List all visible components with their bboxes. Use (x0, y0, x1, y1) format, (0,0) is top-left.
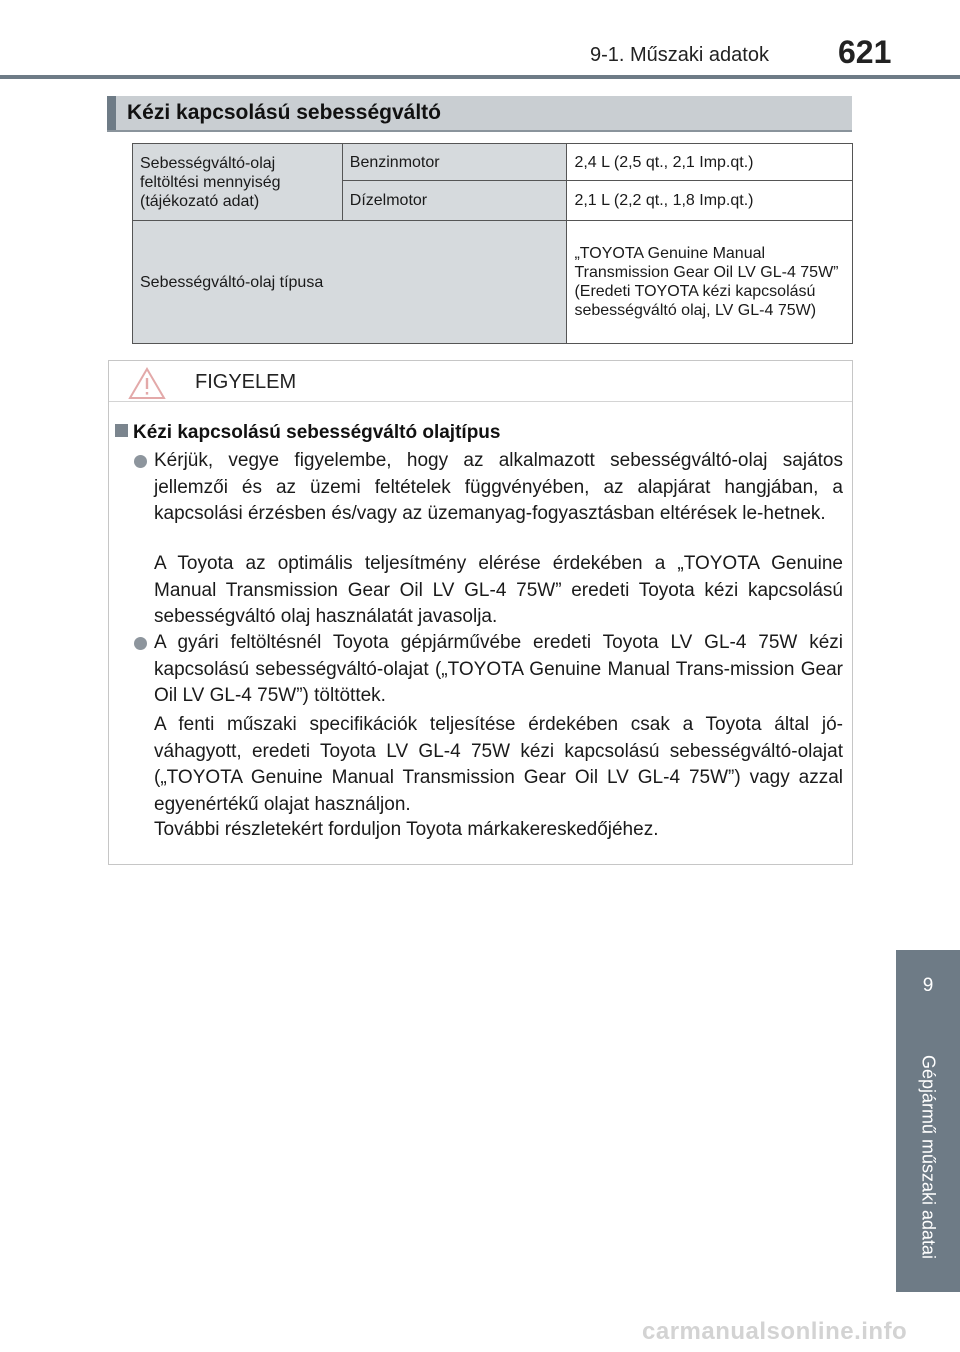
warning-bullet-text: Kérjük, vegye figyelembe, hogy az alkalmazott sebességváltó-olaj sajátos jellemzői és az üzemi feltételek függvényében, az alapjárat hangjában, a kapcsolási érzésben és/vagy az üzemanyag-fogyasztásban eltérések le-hetnek. (154, 450, 843, 524)
spec-table (132, 143, 853, 344)
oil-capacity-label: Sebességváltó-olaj feltöltési mennyiség (tájékozató adat) (133, 144, 343, 221)
petrol-engine-label: Benzinmotor (342, 144, 567, 181)
chapter-number: 9 (922, 975, 934, 996)
warning-subheading-text: Kézi kapcsolású sebességváltó olajtípus (133, 422, 501, 443)
chapter-tab-label (896, 1022, 960, 1292)
chapter-tab[interactable] (896, 950, 960, 1022)
section-heading (107, 96, 852, 132)
diesel-capacity-value: 2,1 L (2,2 qt., 1,8 Imp.qt.) (567, 181, 853, 221)
watermark: carmanualsonline.info (642, 1318, 908, 1345)
petrol-capacity-value: 2,4 L (2,5 qt., 2,1 Imp.qt.) (567, 144, 853, 181)
bullet-dot-icon (134, 455, 147, 468)
warning-paragraph: A fenti műszaki specifikációk teljesítése érdekében csak a Toyota által jó-váhagyott, eredeti Toyota LV GL-4 75W kézi kapcsolású sebességváltó-olajat („TOYOTA Genuine Manual Transmission Gear Oil LV GL-4 75W”) vagy azzal egyenértékű olajat használjon. (154, 714, 843, 815)
section-label: 9-1. Műszaki adatok (590, 44, 769, 66)
oil-type-value: „TOYOTA Genuine Manual Transmission Gear Oil LV GL-4 75W” (Eredeti TOYOTA kézi kapcsolású sebességváltó olaj, LV GL-4 75W) (567, 221, 853, 344)
section-title: Kézi kapcsolású sebességváltó (127, 101, 441, 124)
section-heading-bar (107, 96, 116, 130)
page-number: 621 (838, 34, 892, 70)
warning-paragraph: További részletekért forduljon Toyota márkakereskedőjéhez. (154, 819, 659, 840)
warning-box (108, 360, 853, 865)
warning-paragraph: A Toyota az optimális teljesítmény elérése érdekében a „TOYOTA Genuine Manual Transmission Gear Oil LV GL-4 75W” eredeti Toyota kézi kapcsolású sebességváltó olaj használatát javasolja. (154, 553, 843, 627)
bullet-dot-icon (134, 637, 147, 650)
chapter-title: Gépjármű műszaki adatai (918, 1054, 939, 1260)
warning-bullet (154, 448, 843, 528)
warning-subheading (115, 422, 500, 444)
warning-triangle-icon (128, 367, 166, 400)
table-row (133, 144, 853, 181)
header-rule (0, 75, 960, 79)
oil-type-label: Sebességváltó-olaj típusa (133, 221, 567, 344)
warning-title: FIGYELEM (195, 371, 297, 393)
warning-bullet (154, 630, 843, 710)
warning-bullet-text: A gyári feltöltésnél Toyota gépjárművébe eredeti Toyota LV GL-4 75W kézi kapcsolású sebességváltó-olajat („TOYOTA Genuine Manual Trans-mission Gear Oil LV GL-4 75W”) töltöttek. (154, 632, 843, 706)
warning-header (109, 361, 852, 402)
square-bullet-icon (115, 424, 128, 437)
table-row (133, 221, 853, 344)
diesel-engine-label: Dízelmotor (342, 181, 567, 221)
